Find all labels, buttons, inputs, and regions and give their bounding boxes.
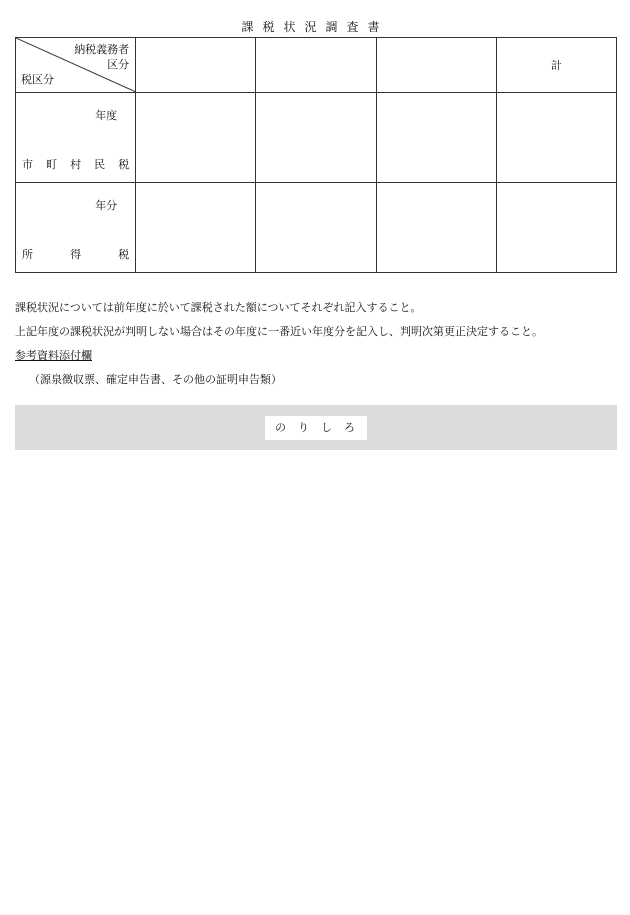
instruction-line-2: 上記年度の課税状況が判明しない場合はその年度に一番近い年度分を記入し、判明次第更正決定すること。 [15,325,543,338]
taxpayer-label: 納税義務者 [74,43,130,56]
table-row-municipal-tax [16,93,617,183]
paste-margin-label: のりしろ [265,416,367,440]
document-title: 課税状況調査書 [241,20,389,34]
instructions [15,296,543,392]
paste-margin-area [15,405,617,450]
table-cell[interactable] [256,183,376,273]
table-cell[interactable] [376,93,496,183]
label-char: 市 [22,158,33,171]
tax-status-table [15,37,617,273]
income-tax-label-cell [16,183,136,273]
label-char: 民 [94,158,106,171]
header-blank-cell[interactable] [136,38,256,93]
table-cell[interactable] [376,183,496,273]
year-portion-label: 年分 [95,199,118,212]
instruction-line-1: 課税状況については前年度に於いて課税された額についてそれぞれ記入すること。 [15,301,422,314]
municipal-tax-label [22,156,129,172]
total-header-cell: 計 [496,38,616,93]
table-cell[interactable] [136,183,256,273]
taxpayer-category-label [74,42,129,72]
fiscal-year-label: 年度 [95,109,118,122]
tax-category-label: 税区分 [21,73,54,86]
header-blank-cell[interactable] [256,38,376,93]
label-char: 町 [46,158,58,171]
diagonal-header-cell [16,38,136,93]
label-char: 税 [118,248,130,261]
table-row-income-tax [16,183,617,273]
table-cell[interactable] [136,93,256,183]
category-label: 区分 [107,58,130,71]
label-char: 所 [22,248,33,261]
total-cell[interactable] [496,183,616,273]
table-header-row [16,38,617,93]
total-cell[interactable] [496,93,616,183]
municipal-tax-label-cell [16,93,136,183]
label-char: 村 [70,158,82,171]
header-blank-cell[interactable] [376,38,496,93]
label-char: 得 [70,248,82,261]
attachment-detail: （源泉徴収票、確定申告書、その他の証明申告類） [29,373,282,386]
label-char: 税 [118,158,130,171]
attachment-section-title: 参考資料添付欄 [15,349,92,362]
income-tax-label [22,246,129,262]
table-cell[interactable] [256,93,376,183]
